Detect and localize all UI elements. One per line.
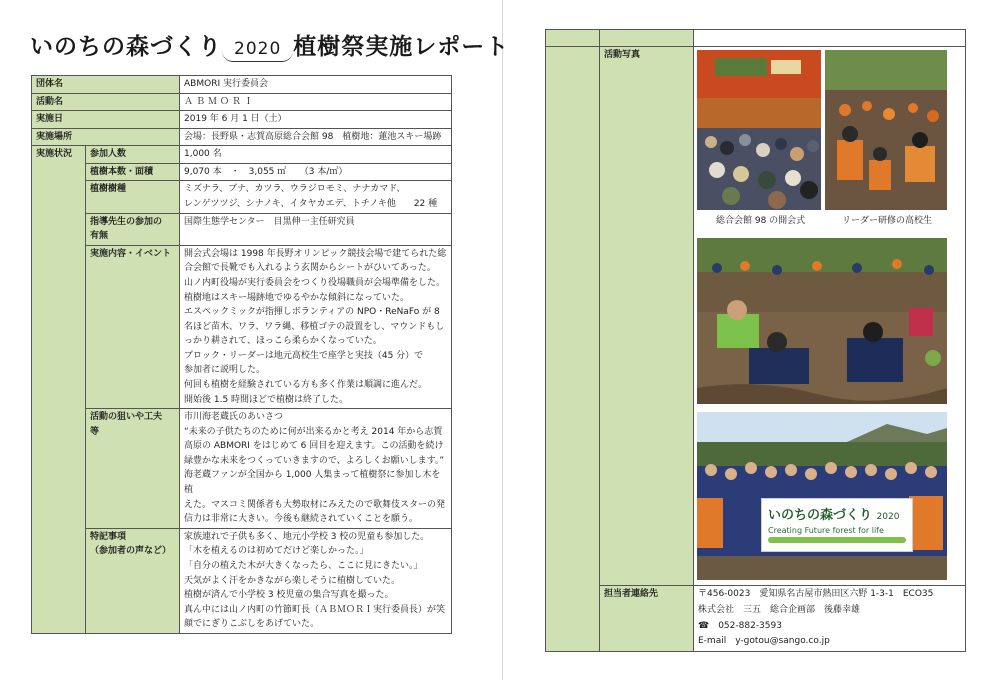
content-line: っかり耕されて、ほっこら柔らかくなっていた。 (184, 336, 382, 347)
contact-line: 株式会社 三五 総合企画部 後藤幸雄 (698, 604, 861, 615)
aim-line: えた。マスコミ関係者も大勢取材にみえたので歌舞伎スターの発 (184, 499, 446, 510)
content-line: 開始後 1.5 時間ほどで植樹は終了した。 (184, 394, 349, 405)
row-notes (32, 528, 452, 633)
participants-value: 1,000 名 (180, 146, 452, 164)
group-value: ABMORI 実行委員会 (180, 76, 452, 94)
content-line: 開会式会場は 1998 年長野オリンピック競技会場で建てられた総 (184, 248, 447, 259)
row-place (32, 128, 452, 146)
aim-line: “未来の子供たちのために何が出来るかと考え 2014 年から志賀 (184, 426, 443, 437)
row-instructor (32, 213, 452, 245)
species-value (180, 181, 452, 213)
row-photos (546, 47, 966, 586)
photo-grid (694, 47, 965, 585)
caption-opening: 総合会館 98 の開会式 (716, 216, 806, 226)
content-value (180, 245, 452, 408)
content-line: 合会館で長靴でも入れるよう玄関からシートがひいてあった。 (184, 263, 436, 274)
place-label: 実施場所 (32, 128, 180, 146)
report-title (30, 28, 509, 61)
row-aim (32, 409, 452, 529)
content-line: 参加者に説明した。 (184, 365, 266, 376)
page-divider (502, 0, 503, 680)
aim-line: 信力は非常に大きい。今後も継続されていくことを願う。 (184, 514, 419, 525)
photos-cell (694, 47, 966, 586)
status-label: 実施状況 (32, 146, 86, 634)
notes-label-line: 特記事項 (90, 531, 127, 542)
notes-line: 植樹が済んで小学校 3 校児童の集合写真を撮った。 (184, 590, 394, 601)
content-line: 何回も植樹を経験されている方も多く作業は順調に進んだ。 (184, 379, 428, 390)
species-line: レンゲツツジ、シナノキ、イタヤカエデ、トチノキ他 22 種 (184, 199, 438, 210)
activity-label: 活動名 (32, 93, 180, 111)
side-label-cell (546, 47, 600, 652)
planting-value: 9,070 本 ・ 3,055 ㎡ （3 本/㎡） (180, 163, 452, 181)
instructor-label (86, 213, 180, 245)
report-table (31, 75, 452, 634)
species-line: ミズナラ、ブナ、カツラ、ウラジロモミ、ナナカマド、 (184, 184, 406, 195)
content-line: 名ほど苗木、ワラ、ワラ縄、移植ゴテの設置をし、マウンドもし (184, 321, 445, 332)
photo-group (697, 412, 947, 580)
notes-label-line: （参加者の声など） (90, 546, 172, 557)
row-species (32, 181, 452, 213)
content-line: 山ノ内町役場が実行委員会をつくり役場職員が会場準備をした。 (184, 277, 446, 288)
instructor-label-line: 指導先生の参加の (90, 216, 163, 227)
date-value: 2019 年 6 月 1 日（土） (180, 111, 452, 129)
contact-value (694, 586, 966, 652)
notes-value (180, 528, 452, 633)
row-planting (32, 163, 452, 181)
aim-line: 市川海老蔵氏のあいさつ (184, 412, 284, 423)
banner-year: 2020 (876, 512, 900, 522)
instructor-value: 国際生態学センター 目黒伸一主任研究員 (180, 213, 452, 245)
participants-label: 参加人数 (86, 146, 180, 164)
contact-label: 担当者連絡先 (600, 586, 694, 652)
instructor-label-line: 有無 (90, 231, 109, 242)
caption-leader: リーダー研修の高校生 (842, 216, 933, 226)
blank-label-cell (600, 30, 694, 47)
title-part1: いのちの森づくり (30, 34, 222, 60)
blank-label-cell (546, 30, 600, 47)
blank-value-cell (694, 30, 966, 47)
banner-subtitle: Creating Future forest for life (768, 526, 884, 535)
photo-leader-training (825, 50, 947, 210)
aim-line: 海老蔵ファンが全国から 1,000 人集まって植樹祭に参加し木を植 (184, 470, 441, 496)
activity-value: ＡＢＭＯＲＩ (180, 93, 452, 111)
contact-line: E-mail y-gotou@sango.co.jp (698, 636, 830, 647)
photo-table (545, 29, 966, 652)
row-group (32, 76, 452, 94)
planting-label: 植樹本数・面積 (86, 163, 180, 181)
species-label: 植樹樹種 (86, 181, 180, 213)
row-top-blank (546, 30, 966, 47)
aim-line: 高原の ABMORI をはじめて 6 回目を迎えます。この活動を続け (184, 441, 444, 452)
photo-planting (697, 238, 947, 404)
notes-line: 「自分の植えた木が大きくなったら、ここに見にきたい。」 (184, 560, 423, 571)
notes-line: 真ん中には山ノ内町の竹節町長（ＡＢＭＯＲＩ実行委員長）が笑 (184, 604, 446, 615)
content-label: 実施内容・イベント (86, 245, 180, 408)
row-date (32, 111, 452, 129)
notes-line: 顔でにぎりこぶしをあげていた。 (184, 619, 320, 630)
title-part2: 植樹祭実施レポート (293, 34, 510, 60)
date-label: 実施日 (32, 111, 180, 129)
banner (761, 498, 913, 552)
row-content (32, 245, 452, 408)
title-year: 2020 (226, 39, 289, 59)
photo-opening-ceremony (697, 50, 821, 210)
row-participants (32, 146, 452, 164)
contact-line: ☎ 052-882-3593 (698, 620, 782, 631)
row-activity (32, 93, 452, 111)
photos-label: 活動写真 (600, 47, 694, 586)
row-contact (546, 586, 966, 652)
place-value: 会場：長野県・志賀高原総合会館 98 植樹地：蓮池スキー場跡 (180, 128, 452, 146)
contact-line: 〒456-0023 愛知県名古屋市熱田区六野 1-3-1 ECO35 (698, 589, 934, 599)
aim-label-line: 活動の狙いや工夫 (90, 412, 163, 423)
aim-line: 緑豊かな未来をつくっていきますので、よろしくお願いします。” (184, 455, 445, 466)
aim-value (180, 409, 452, 529)
content-line: 植樹地はスキー場跡地でゆるやかな傾斜になっていた。 (184, 292, 410, 303)
notes-label (86, 528, 180, 633)
notes-line: 家族連れで子供も多く、地元小学校 3 校の児童も参加した。 (184, 531, 430, 542)
notes-line: 天気がよく汗をかきながら楽しそうに植樹していた。 (184, 575, 401, 586)
aim-label (86, 409, 180, 529)
notes-line: 「木を植えるのは初めてだけど楽しかった。」 (184, 546, 369, 557)
content-line: エスペックミックが指揮しボランティアの NPO・ReNaFo が 8 (184, 307, 440, 318)
group-label: 団体名 (32, 76, 180, 94)
leaf-icon (768, 537, 906, 543)
content-line: ブロック・リーダーは地元高校生で座学と実技（45 分）で (184, 350, 424, 361)
aim-label-line: 等 (90, 426, 100, 437)
banner-title: いのちの森づくり (768, 508, 873, 523)
